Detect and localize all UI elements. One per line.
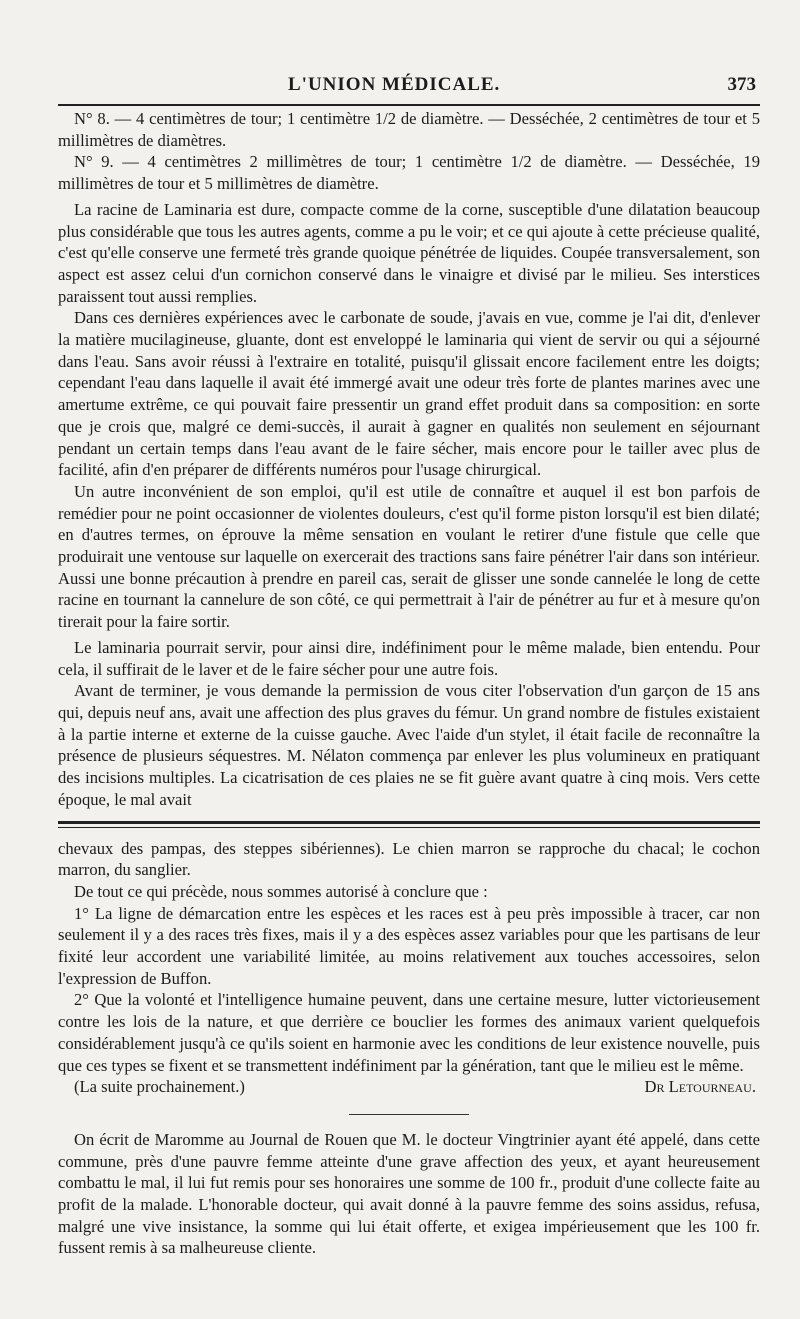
paragraph: 1° La ligne de démarcation entre les espèces et les races est à peu près impossible à tracer, car non seulement il y a des races très fixes, mais il y a des espèces assez variables pour que les partisans de leur fixité leur accordent une variabilité limitée, au moins relativement aux touches accessoires, selon l'expression de Buffon. — [58, 903, 760, 988]
article-feuilleton — [58, 838, 760, 1098]
continuation-note: (La suite prochainement.) — [74, 1077, 245, 1097]
short-divider — [349, 1114, 469, 1115]
article-news — [58, 1129, 760, 1259]
header-rule — [58, 104, 760, 106]
paragraph: De tout ce qui précède, nous sommes autorisé à conclure que : — [74, 881, 488, 901]
journal-title: L'UNION MÉDICALE. — [288, 74, 501, 95]
paragraph: N° 9. — 4 centimètres 2 millimètres de tour; 1 centimètre 1/2 de diamètre. — Desséchée, 19 millimètres de tour et 5 millimètres de diamètre. — [58, 152, 760, 194]
article-laminaria — [58, 108, 760, 811]
paragraph: Dans ces dernières expériences avec le carbonate de soude, j'avais en vue, comme je l'ai dit, d'enlever la matière mucilagineuse, gluante, dont est enveloppé le laminaria qui vient de servir ou qui a séjourné dans l'eau. Sans avoir réussi à l'extraire en totalité, puisqu'il glissait encore facilement entre les doigts; cependant l'eau dans laquelle il avait été immergé avait une odeur très forte de plantes marines avec une amertume extrême, ce qui pouvait faire pressentir un grand effet produit dans sa composition: en sorte que je crois que, malgré ce demi-succès, il aurait à gagner en qualités non seulement en séjournant pendant un certain temps dans l'eau avant de le faire sécher, mais encore pour le tailler avec plus de facilité, afin d'en préparer de différents numéros pour l'usage chirurgical. — [58, 308, 760, 480]
paragraph: On écrit de Maromme au Journal de Rouen que M. le docteur Vingtrinier ayant été appelé, dans cette commune, près d'une pauvre femme atteinte d'une grave affection des yeux, et ayant heureusement combattu le mal, il lui fut remis pour ses honoraires une somme de 100 fr., produit d'une collecte faite au profit de la malade. L'honorable docteur, qui avait donné à la pauvre femme des soins assidus, refusa, malgré une vive insistance, la somme qui lui était offerte, et exigea impérieusement que les 100 fr. fussent remis à sa malheureuse cliente. — [58, 1129, 760, 1258]
author-signature: Dr Letourneau. — [644, 1077, 756, 1097]
paragraph: chevaux des pampas, des steppes sibériennes). Le chien marron se rapproche du chacal; le cochon marron, du sanglier. — [58, 838, 760, 880]
page-header — [58, 72, 760, 102]
paragraph: La racine de Laminaria est dure, compacte comme de la corne, susceptible d'une dilatation beaucoup plus considérable que tous les autres agents, comme a pu le voir; et ce qui ajoute à cette précieuse qualité, c'est qu'elle conserve une fermeté très grande quoique pénétrée de liquides. Coupée transversalement, son aspect est assez celui d'un cornichon conservé dans le vinaigre et divisé par le milieu. Ses interstices paraissent tout aussi remplies. — [58, 199, 760, 306]
signature-line — [58, 1076, 760, 1098]
paragraph: N° 8. — 4 centimètres de tour; 1 centimètre 1/2 de diamètre. — Desséchée, 2 centimètres de tour et 5 millimètres de diamètres. — [58, 109, 760, 150]
paragraph: Un autre inconvénient de son emploi, qu'il est utile de connaître et auquel il est bon parfois de remédier pour ne point occasionner de violentes douleurs, c'est qu'il forme piston lorsqu'il est bien dilaté; en d'autres termes, on éprouve la même sensation en voulant le retirer d'une fistule que celle que produirait une ventouse sur laquelle on exercerait des tractions sans faire pénétrer l'air dans son intérieur. Aussi une bonne précaution à prendre en pareil cas, serait de glisser une sonde cannelée le long de cette racine en tournant la cannelure de son côté, ce qui permettrait à l'air de pénétrer au fur et à mesure qu'on tirerait pour la faire sortir. — [58, 481, 760, 632]
paragraph: 2° Que la volonté et l'intelligence humaine peuvent, dans une certaine mesure, lutter victorieusement contre les lois de la nature, et que derrière ce bouclier les formes des animaux varient quelquefois considérablement jusqu'à ce qu'ils soient en harmonie avec les conditions de leur existence nouvelle, puis que ces types se fixent et se transmettent indéfiniment par la génération, tant que le milieu est le même. — [58, 990, 760, 1075]
section-divider — [58, 821, 760, 828]
page-number: 373 — [727, 74, 756, 95]
paragraph: Avant de terminer, je vous demande la permission de vous citer l'observation d'un garçon de 15 ans qui, depuis neuf ans, avait une affection des plus graves du fémur. Un grand nombre de fistules existaient à la partie interne et externe de la cuisse gauche. Avec l'aide d'un stylet, il était facile de reconnaître la présence de plusieurs séquestres. M. Nélaton commença par enlever les plus volumineux en pratiquant des incisions multiples. La cicatrisation de ces plaies ne se fit guère avant quatre à cinq mois. Vers cette époque, le mal avait — [58, 681, 760, 809]
paragraph: Le laminaria pourrait servir, pour ainsi dire, indéfiniment pour le même malade, bien entendu. Pour cela, il suffirait de le laver et de le faire sécher pour une autre fois. — [58, 637, 760, 679]
